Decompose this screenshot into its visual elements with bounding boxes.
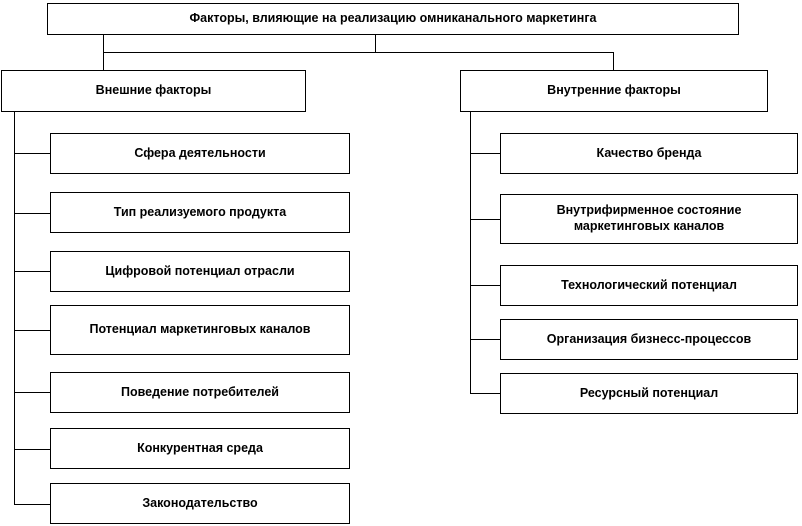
connector-internal-item-2 (470, 219, 500, 220)
branch-box-internal (460, 70, 768, 112)
connector-external-item-5 (14, 392, 50, 393)
leaf-label-internal-3: Технологический потенциал (561, 277, 737, 292)
connector-internal-item-5 (470, 393, 500, 394)
connector-internal-item-3 (470, 285, 500, 286)
spine-external (14, 112, 15, 504)
branch-label-external: Внешние факторы (95, 83, 212, 98)
leaf-label-external-2: Тип реализуемого продукта (113, 204, 287, 219)
leaf-label-external-3: Цифровой потенциал отрасли (105, 263, 295, 278)
leaf-label-internal-2: Внутрифирменное состояние маркетинговых каналов (556, 203, 742, 233)
leaf-label-internal-1: Качество бренда (596, 145, 702, 160)
connector-external-item-3 (14, 271, 50, 272)
leaf-label-internal-4: Организация бизнесс-процессов (546, 331, 752, 346)
branch-label-internal: Внутренние факторы (547, 83, 681, 98)
leaf-box-external-4 (50, 305, 350, 355)
leaf-box-internal-2 (500, 194, 798, 244)
leaf-label-internal-5: Ресурсный потенциал (579, 385, 719, 400)
leaf-box-external-2 (50, 192, 350, 233)
leaf-label-external-5: Поведение потребителей (121, 384, 279, 399)
leaf-label-external-4: Потенциал маркетинговых каналов (89, 322, 311, 337)
leaf-box-internal-1 (500, 133, 798, 174)
connector-branch-right-bus (375, 52, 613, 53)
leaf-box-external-1 (50, 133, 350, 174)
connector-root-stem (103, 35, 104, 53)
leaf-box-external-7 (50, 483, 350, 524)
connector-root-right-drop (375, 35, 376, 53)
connector-external-item-4 (14, 330, 50, 331)
connector-external-item-7 (14, 504, 50, 505)
connector-external-item-2 (14, 213, 50, 214)
leaf-box-internal-5 (500, 373, 798, 414)
leaf-box-external-5 (50, 372, 350, 413)
leaf-box-external-6 (50, 428, 350, 469)
connector-external-item-6 (14, 449, 50, 450)
leaf-label-external-6: Конкурентная среда (137, 440, 263, 455)
leaf-box-internal-3 (500, 265, 798, 306)
spine-internal (470, 112, 471, 393)
diagram-root-box (47, 3, 739, 35)
leaf-box-external-3 (50, 251, 350, 292)
connector-branch-right-drop (613, 52, 614, 70)
connector-internal-item-1 (470, 153, 500, 154)
leaf-box-internal-4 (500, 319, 798, 360)
connector-internal-item-4 (470, 339, 500, 340)
connector-external-item-1 (14, 153, 50, 154)
leaf-label-external-1: Сфера деятельности (134, 145, 266, 160)
connector-branch-left-drop (103, 52, 104, 70)
diagram-root-label: Факторы, влияющие на реализацию омниканального маркетинга (189, 11, 597, 26)
leaf-label-external-7: Законодательство (142, 495, 258, 510)
branch-box-external (1, 70, 306, 112)
connector-root-bus (103, 52, 375, 53)
